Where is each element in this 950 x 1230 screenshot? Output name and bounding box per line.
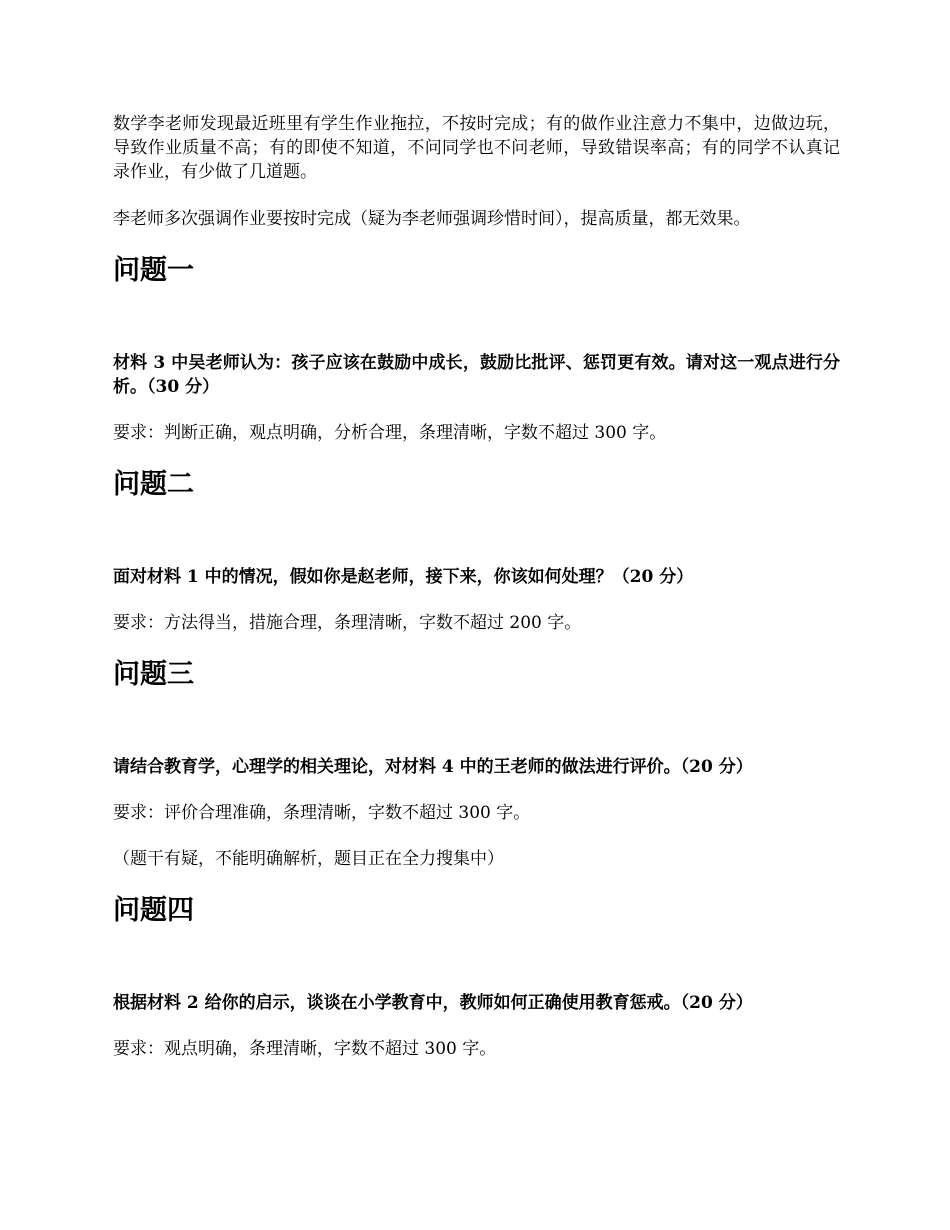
question-prompt: 请结合教育学，心理学的相关理论，对材料 4 中的王老师的做法进行评价。（20 分） [113,757,753,777]
question-requirement: 要求：判断正确，观点明确，分析合理，条理清晰，字数不超过 300 字。 [113,423,667,443]
question-heading: 问题二 [113,469,194,500]
question-prompt: 面对材料 1 中的情况，假如你是赵老师，接下来，你该如何处理？（20 分） [113,567,694,587]
question-heading: 问题三 [113,659,194,690]
question-requirement: 要求：方法得当，措施合理，条理清晰，字数不超过 200 字。 [113,613,582,633]
question-prompt: 根据材料 2 给你的启示，谈谈在小学教育中，教师如何正确使用教育惩戒。（20 分） [113,993,753,1013]
question-requirement: 要求：观点明确，条理清晰，字数不超过 300 字。 [113,1039,497,1059]
intro-paragraph: 数学李老师发现最近班里有学生作业拖拉，不按时完成；有的做作业注意力不集中，边做边玩，导致作业质量不高；有的即使不知道，不问同学也不问老师，导致错误率高；有的同学不认真记录作业，有少做了几道题。 [113,114,840,182]
question-heading: 问题四 [113,895,194,926]
intro-paragraph: 李老师多次强调作业要按时完成（疑为李老师强调珍惜时间），提高质量，都无效果。 [113,209,751,229]
question-prompt: 材料 3 中吴老师认为：孩子应该在鼓励中成长，鼓励比批评、惩罚更有效。请对这一观点进行分析。（30 分） [113,353,840,397]
question-note: （题干有疑，不能明确解析，题目正在全力搜集中） [113,849,504,869]
question-heading: 问题一 [113,255,194,286]
question-requirement: 要求：评价合理准确，条理清晰，字数不超过 300 字。 [113,803,531,823]
